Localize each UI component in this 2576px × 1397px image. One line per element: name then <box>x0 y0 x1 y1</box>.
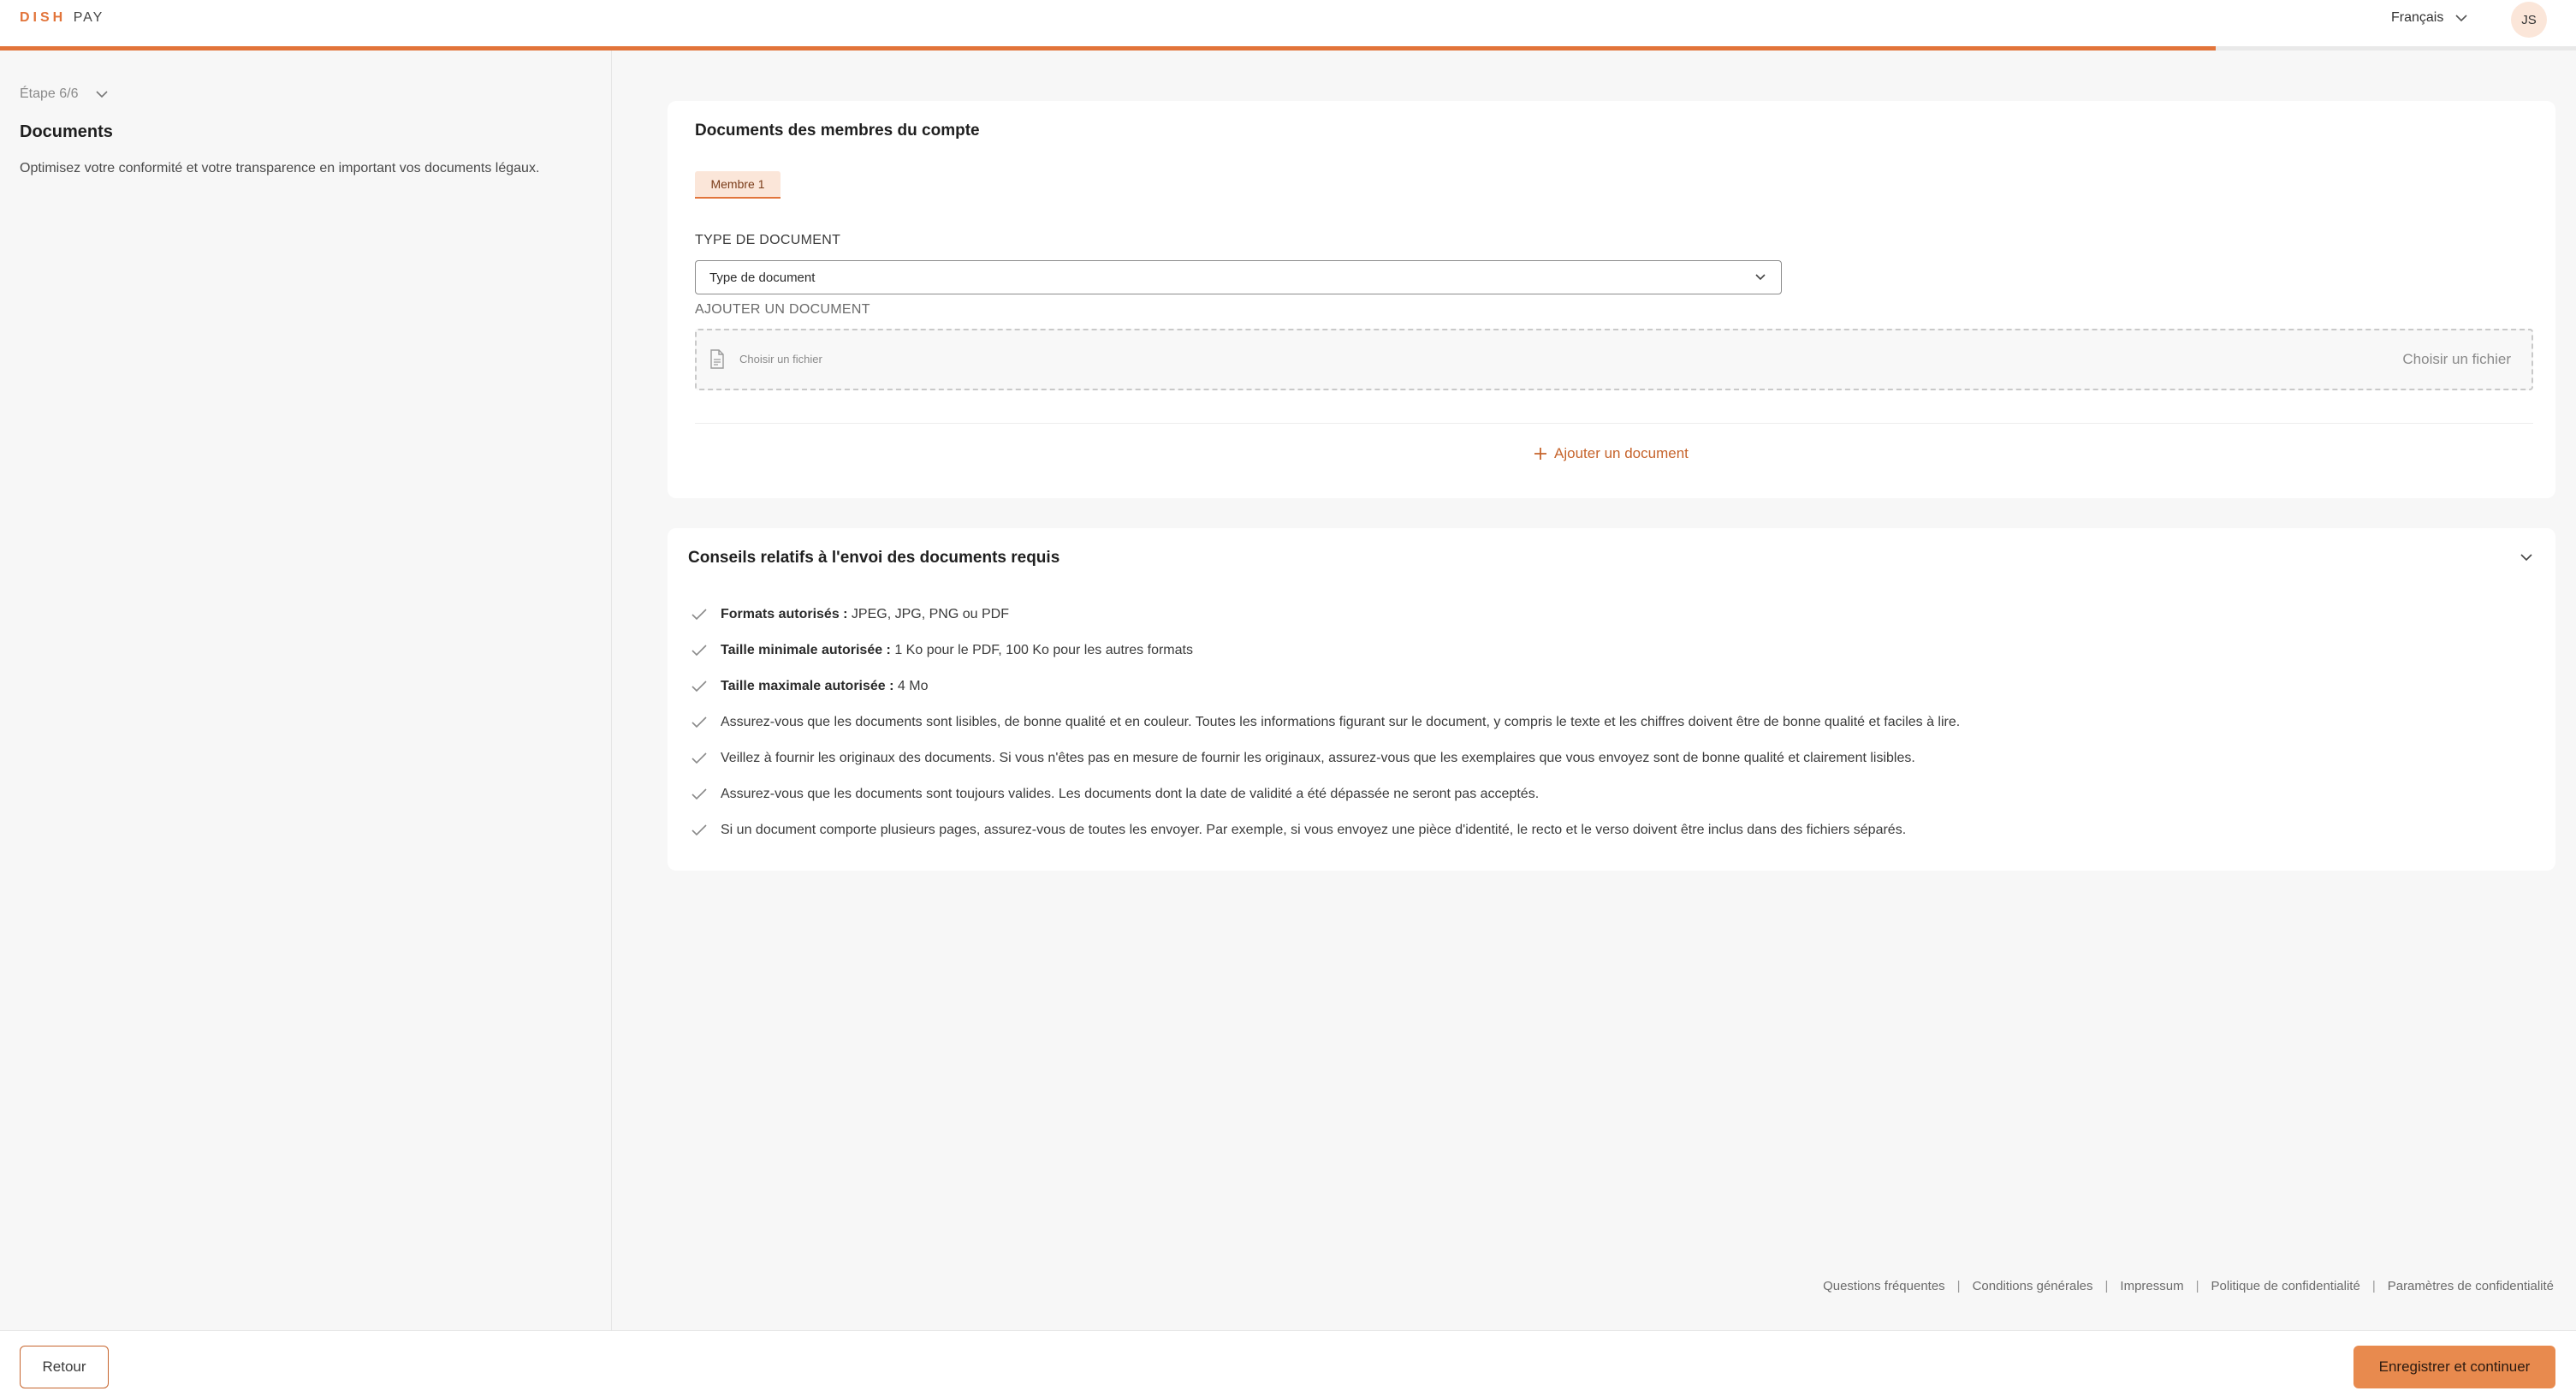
tip-item <box>691 633 1960 669</box>
section-description: Optimisez votre conformité et votre transparence en important vos documents légaux. <box>20 161 540 175</box>
file-placeholder: Choisir un fichier <box>739 353 822 366</box>
logo-pay-text: PAY <box>73 10 104 25</box>
tip-body: Assurez-vous que les documents sont lisibles, de bonne qualité et en couleur. Toutes les informations figurant sur le document, y compris le texte et les chiffres doivent être de bonne qualité et faciles à lire. <box>721 715 1961 729</box>
checkmark-icon <box>691 788 707 800</box>
document-type-value: Type de document <box>709 270 816 285</box>
tips-card <box>668 528 2555 871</box>
documents-card <box>668 101 2555 498</box>
chevron-down-icon <box>1754 270 1767 285</box>
tip-body: Assurez-vous que les documents sont toujours valides. Les documents dont la date de validité a été dépassée ne seront pas acceptés. <box>721 787 1540 801</box>
chevron-down-icon[interactable] <box>2520 552 2533 562</box>
save-and-continue-button[interactable]: Enregistrer et continuer <box>2353 1346 2555 1388</box>
checkmark-icon <box>691 824 707 836</box>
checkmark-icon <box>691 752 707 764</box>
add-document-button[interactable] <box>1534 445 1689 462</box>
language-label: Français <box>2391 10 2444 25</box>
tip-bold-label: Taille maximale autorisée : <box>721 679 894 693</box>
tip-text <box>721 679 928 694</box>
avatar[interactable]: JS <box>2511 2 2547 38</box>
tip-item <box>691 704 1960 740</box>
tips-card-title: Conseils relatifs à l'envoi des documents requis <box>688 549 1060 567</box>
tip-text <box>721 751 1915 766</box>
tip-body: 1 Ko pour le PDF, 100 Ko pour les autres formats <box>890 643 1193 657</box>
tab-member-1[interactable]: Membre 1 <box>695 171 781 199</box>
choose-file-button[interactable]: Choisir un fichier <box>2402 351 2511 367</box>
add-document-label-text: Ajouter un document <box>1554 445 1689 461</box>
step-label: Étape 6/6 <box>20 86 79 101</box>
chevron-down-icon <box>96 90 108 98</box>
tip-text <box>721 715 1960 730</box>
document-type-label: TYPE DE DOCUMENT <box>695 233 841 247</box>
tips-list <box>691 597 1960 848</box>
dish-pay-logo[interactable] <box>20 10 104 26</box>
tip-item <box>691 812 1960 848</box>
chevron-down-icon <box>2455 14 2467 22</box>
tip-item <box>691 740 1960 776</box>
back-button[interactable]: Retour <box>20 1346 109 1388</box>
checkmark-icon <box>691 645 707 657</box>
plus-icon <box>1534 447 1547 461</box>
footer-link[interactable]: Politique de confidentialité <box>2211 1279 2360 1293</box>
section-title: Documents <box>20 122 113 141</box>
footer-link[interactable]: Questions fréquentes <box>1823 1279 1945 1293</box>
file-dropzone[interactable] <box>695 329 2533 390</box>
tip-text <box>721 643 1193 658</box>
sidebar <box>0 51 612 1330</box>
tip-bold-label: Formats autorisés : <box>721 607 848 621</box>
footer-links <box>1823 1279 2554 1293</box>
tip-body: JPEG, JPG, PNG ou PDF <box>847 607 1009 621</box>
tip-item <box>691 597 1960 633</box>
tip-text <box>721 787 1539 802</box>
checkmark-icon <box>691 609 707 621</box>
divider <box>695 423 2533 424</box>
footer-separator: | <box>1956 1279 1961 1293</box>
top-bar <box>0 0 2576 46</box>
tip-body: Veillez à fournir les originaux des documents. Si vous n'êtes pas en mesure de fournir les originaux, assurez-vous que les exemplaires que vous envoyez sont de bonne qualité et clairement lisibles. <box>721 751 1915 765</box>
footer-link[interactable]: Conditions générales <box>1972 1279 2093 1293</box>
footer-separator: | <box>2104 1279 2109 1293</box>
tip-body: Si un document comporte plusieurs pages, assurez-vous de toutes les envoyer. Par exemple, si vous envoyez une pièce d'identité, le recto et le verso doivent être inclus dans des fichiers séparés. <box>721 823 1907 837</box>
language-selector[interactable] <box>2391 10 2467 26</box>
documents-card-title: Documents des membres du compte <box>695 122 980 140</box>
footer-link[interactable]: Paramètres de confidentialité <box>2387 1279 2554 1293</box>
tip-body: 4 Mo <box>893 679 929 693</box>
tip-item <box>691 669 1960 704</box>
tip-text <box>721 607 1009 622</box>
tip-bold-label: Taille minimale autorisée : <box>721 643 891 657</box>
file-icon <box>709 349 726 370</box>
document-type-select[interactable] <box>695 260 1782 294</box>
footer-link[interactable]: Impressum <box>2120 1279 2184 1293</box>
step-indicator[interactable] <box>20 86 108 102</box>
footer-separator: | <box>2195 1279 2199 1293</box>
logo-dish-text: DISH <box>20 10 67 25</box>
checkmark-icon <box>691 716 707 728</box>
checkmark-icon <box>691 681 707 693</box>
footer-separator: | <box>2371 1279 2376 1293</box>
tip-item <box>691 776 1960 812</box>
tip-text <box>721 823 1906 838</box>
add-document-label: AJOUTER UN DOCUMENT <box>695 302 870 317</box>
bottom-action-bar <box>0 1330 2576 1397</box>
